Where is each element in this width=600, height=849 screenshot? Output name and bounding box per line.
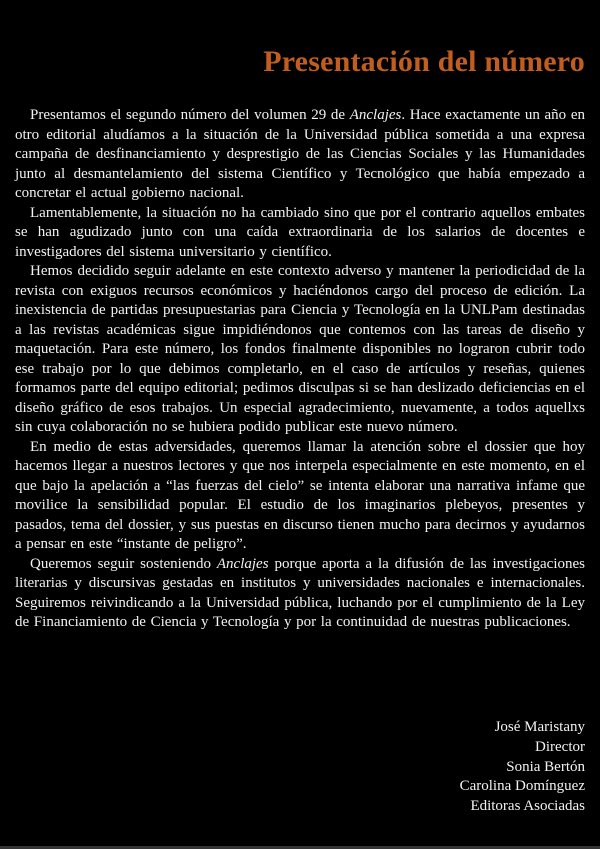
- text-run: Hemos decidido seguir adelante en este contexto adverso y mantener la periodicidad de la revista con exiguos recursos económicos y haciéndonos cargo del proceso de edición. La inexistencia de partidas presupuestarias para Ciencia y Tecnología en la UNLPam destinadas a las revistas académicas sigue impidiéndonos que contemos con las tareas de diseño y maquetación. Para este número, los fondos finalmente disponibles no lograron cubrir todo ese trabajo por lo que debimos completarlo, en el caso de artículos y reseñas, quienes formamos parte del equipo editorial; pedimos disculpas si se han deslizado deficiencias en el diseño gráfico de esos trabajos. Un especial agradecimiento, nuevamente, a todos aquellxs sin cuya colaboración no se hubiera podido publicar este nuevo número.: [15, 263, 585, 435]
- text-run: Presentamos el segundo número del volumen 29 de: [30, 107, 350, 123]
- paragraph-intro: [15, 106, 585, 204]
- signature-block: [460, 718, 585, 817]
- text-run: . Hace exactamente un año en otro editorial aludíamos a la situación de la Universidad pública sometida a una expresa campaña de desfinanciamiento y desprestigio de las Ciencias Sociales y las Humanidades junto al desmantelamiento del sistema Científico y Tecnológico que había empezado a concretar el actual gobierno nacional.: [15, 107, 585, 201]
- signature-editors-role: Editoras Asociadas: [470, 798, 585, 815]
- signature-director-name: José Maristany: [494, 719, 585, 736]
- paragraph-situation: [15, 204, 585, 263]
- signature-editor-2: Carolina Domínguez: [459, 778, 585, 795]
- paragraph-edition: [15, 262, 585, 438]
- text-run: En medio de estas adversidades, queremos llamar la atención sobre el dossier que hoy hacemos llegar a nuestros lectores y que nos interpela especialmente en este momento, en el que bajo la apelación a “las fuerzas del cielo” se intenta elaborar una narrativa infame que movilice la sensibilidad popular. El estudio de los imaginarios plebeyos, presentes y pasados, tema del dossier, y sus puestas en discurso tienen mucho para decirnos y ayudarnos a pensar en este “instante de peligro”.: [15, 438, 585, 552]
- journal-name-italic: Anclajes: [349, 107, 402, 123]
- editorial-body: [15, 106, 585, 633]
- text-run: porque aporta a la difusión de las investigaciones literarias y discursivas gestadas en institutos y universidades nacionales e internacionales. Seguiremos reivindicando a la Universidad pública, luchando por el cumplimiento de la Ley de Financiamiento de Ciencia y Tecnología y por la continuidad de nuestras publicaciones.: [15, 555, 585, 630]
- page-title: Presentación del número: [263, 45, 585, 78]
- text-run: Queremos seguir sosteniendo: [30, 555, 217, 572]
- signature-editor-1: Sonia Bertón: [506, 758, 585, 775]
- signature-director-role: Director: [535, 738, 585, 755]
- paragraph-dossier: [15, 438, 585, 555]
- text-run: Lamentablemente, la situación no ha cambiado sino que por el contrario aquellos embates se han agudizado junto con una caída extraordinaria de los salarios de docentes e investigadores del sistema universitario y científico.: [15, 204, 585, 260]
- journal-name-italic: Anclajes: [216, 555, 269, 572]
- paragraph-closing: [15, 555, 585, 633]
